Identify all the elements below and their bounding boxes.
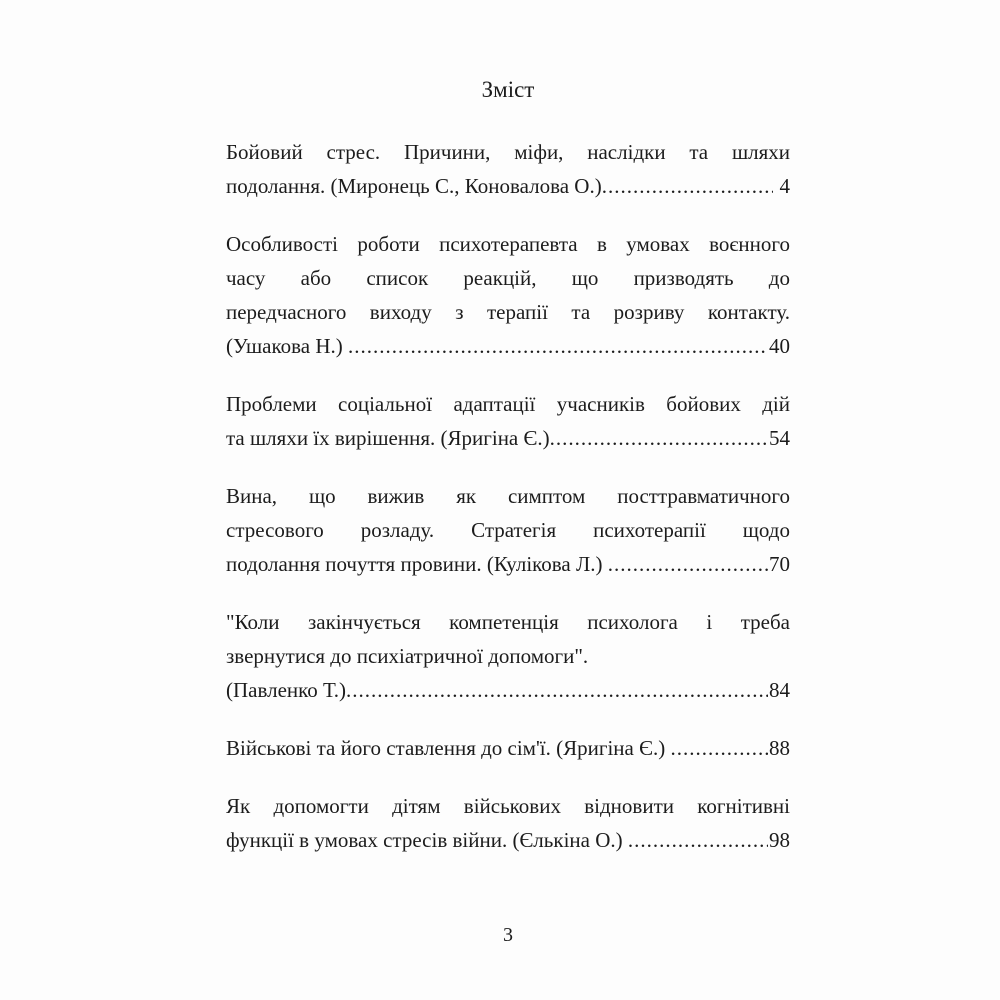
toc-page-number: 40 xyxy=(769,334,790,358)
toc-entry-authors: (Павленко Т.) xyxy=(226,678,347,702)
toc-page-number: 88 xyxy=(769,736,790,760)
toc-line: Особливості роботи психотерапевта в умовах воєнного xyxy=(226,232,790,256)
toc-page-number: 84 xyxy=(769,678,790,702)
dot-leader xyxy=(608,547,768,581)
dot-leader xyxy=(550,421,768,455)
toc-entry-authors: подолання почуття провини. (Кулікова Л.) xyxy=(226,552,608,576)
toc-line: звернутися до психіатричної допомоги". xyxy=(226,644,589,668)
dot-leader xyxy=(602,169,774,203)
toc-entry-authors: та шляхи їх вирішення. (Яригіна Є.) xyxy=(226,426,550,450)
toc-line: "Коли закінчується компетенція психолога і треба xyxy=(226,610,790,634)
toc-entry-authors: функції в умовах стресів війни. (Єлькіна О.) xyxy=(226,828,628,852)
toc-leader-line xyxy=(226,169,790,203)
toc-line: стресового розладу. Стратегія психотерапії щодо xyxy=(226,518,790,542)
dot-leader xyxy=(628,823,768,857)
dot-leader xyxy=(348,329,768,363)
toc-entry xyxy=(226,789,790,857)
toc-entry xyxy=(226,227,790,363)
toc-leader-line xyxy=(226,329,790,363)
toc-line: Проблеми соціальної адаптації учасників бойових дій xyxy=(226,392,790,416)
toc-leader-line xyxy=(226,673,790,707)
toc-entry xyxy=(226,135,790,203)
toc-entry-authors: подолання. (Миронець С., Коновалова О.) xyxy=(226,174,602,198)
toc-page-number: 70 xyxy=(769,552,790,576)
toc-line: Бойовий стрес. Причини, міфи, наслідки та шляхи xyxy=(226,140,790,164)
toc-content xyxy=(226,73,790,881)
toc-leader-line xyxy=(226,731,790,765)
toc-line: Як допомогти дітям військових відновити когнітивні xyxy=(226,794,790,818)
toc-leader-line xyxy=(226,421,790,455)
toc-entry xyxy=(226,605,790,707)
toc-entry-authors: Військові та його ставлення до сім'ї. (Яригіна Є.) xyxy=(226,736,671,760)
toc-entry xyxy=(226,731,790,765)
toc-line: Вина, що вижив як симптом посттравматичного xyxy=(226,484,790,508)
toc-entry xyxy=(226,479,790,581)
toc-entry xyxy=(226,387,790,455)
dot-leader xyxy=(346,673,768,707)
page-number-footer: 3 xyxy=(503,924,513,946)
page-title: Зміст xyxy=(481,77,535,102)
toc-entry-authors: (Ушакова Н.) xyxy=(226,334,349,358)
toc-line: передчасного виходу з терапії та розриву контакту. xyxy=(226,300,790,324)
toc-leader-line xyxy=(226,547,790,581)
toc-page-number: 4 xyxy=(774,174,790,198)
dot-leader xyxy=(670,731,768,765)
toc-page-number: 54 xyxy=(769,426,790,450)
toc-line: часу або список реакцій, що призводять до xyxy=(226,266,790,290)
toc-page-number: 98 xyxy=(769,828,790,852)
toc-leader-line xyxy=(226,823,790,857)
